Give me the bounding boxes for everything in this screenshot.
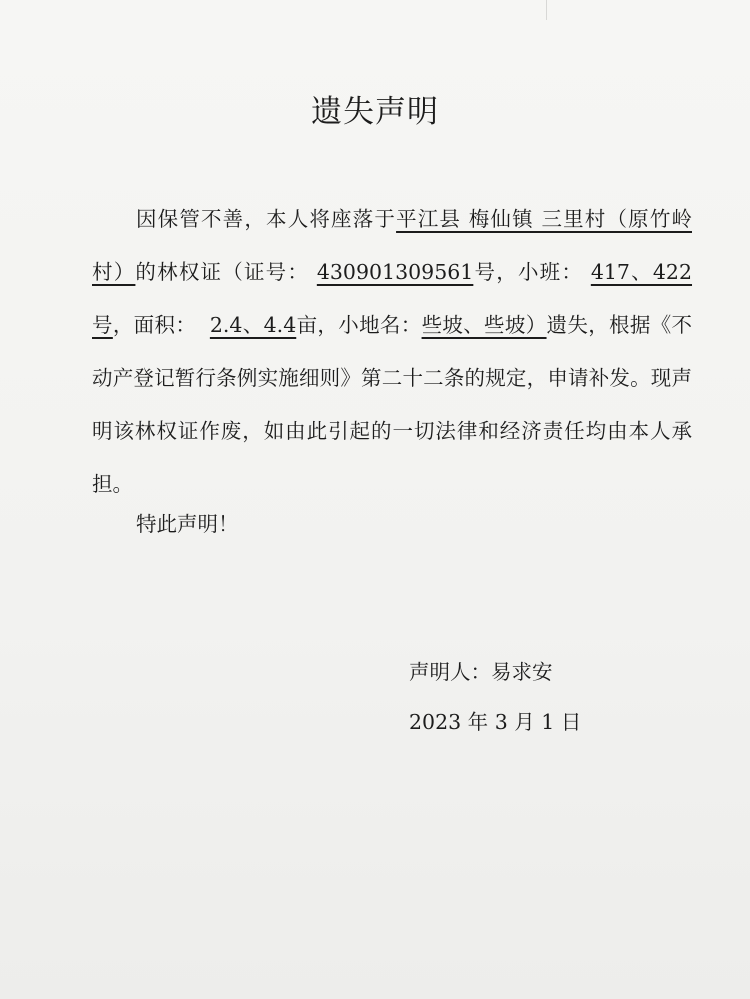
declaration-paragraph <box>92 193 692 511</box>
plot-numbers: 417、422 <box>590 260 693 284</box>
date-line <box>409 697 581 747</box>
declarant-name: 易求安 <box>491 660 553 684</box>
area-value: 2.4、4.4 <box>209 313 297 337</box>
place-name: 些坡、些坡） <box>421 313 547 337</box>
cert-number: 430901309561 <box>316 260 474 284</box>
plot-suffix: 号 <box>92 313 113 337</box>
declaration-date: 2023 年 3 月 1 日 <box>409 710 582 734</box>
cert-label-text: 的林权证（证号： <box>135 260 310 284</box>
rest-text: 遗失，根据《不动产登记暂行条例实施细则》第二十二条的规定，申请补发。现声明该林权证作废，如由此引起的一切法律和经济责任均由本人承担。 <box>92 313 693 496</box>
paper-crease <box>546 0 547 20</box>
declaration-body <box>92 193 692 511</box>
area-unit-text: 亩，小地名： <box>296 313 422 337</box>
declarant-line <box>409 647 581 697</box>
intro-text: 因保管不善，本人将座落于 <box>136 207 397 231</box>
cert-suffix-text: 号，小班： <box>473 260 584 284</box>
document-title: 遗失声明 <box>311 94 439 130</box>
closing-statement: 特此声明！ <box>136 512 239 536</box>
location-text: 平江县 梅仙镇 三里村（原竹岭村） <box>92 207 692 284</box>
declarant-label: 声明人： <box>409 660 491 684</box>
signature-block <box>409 647 581 747</box>
area-label: ，面积： <box>112 313 197 337</box>
